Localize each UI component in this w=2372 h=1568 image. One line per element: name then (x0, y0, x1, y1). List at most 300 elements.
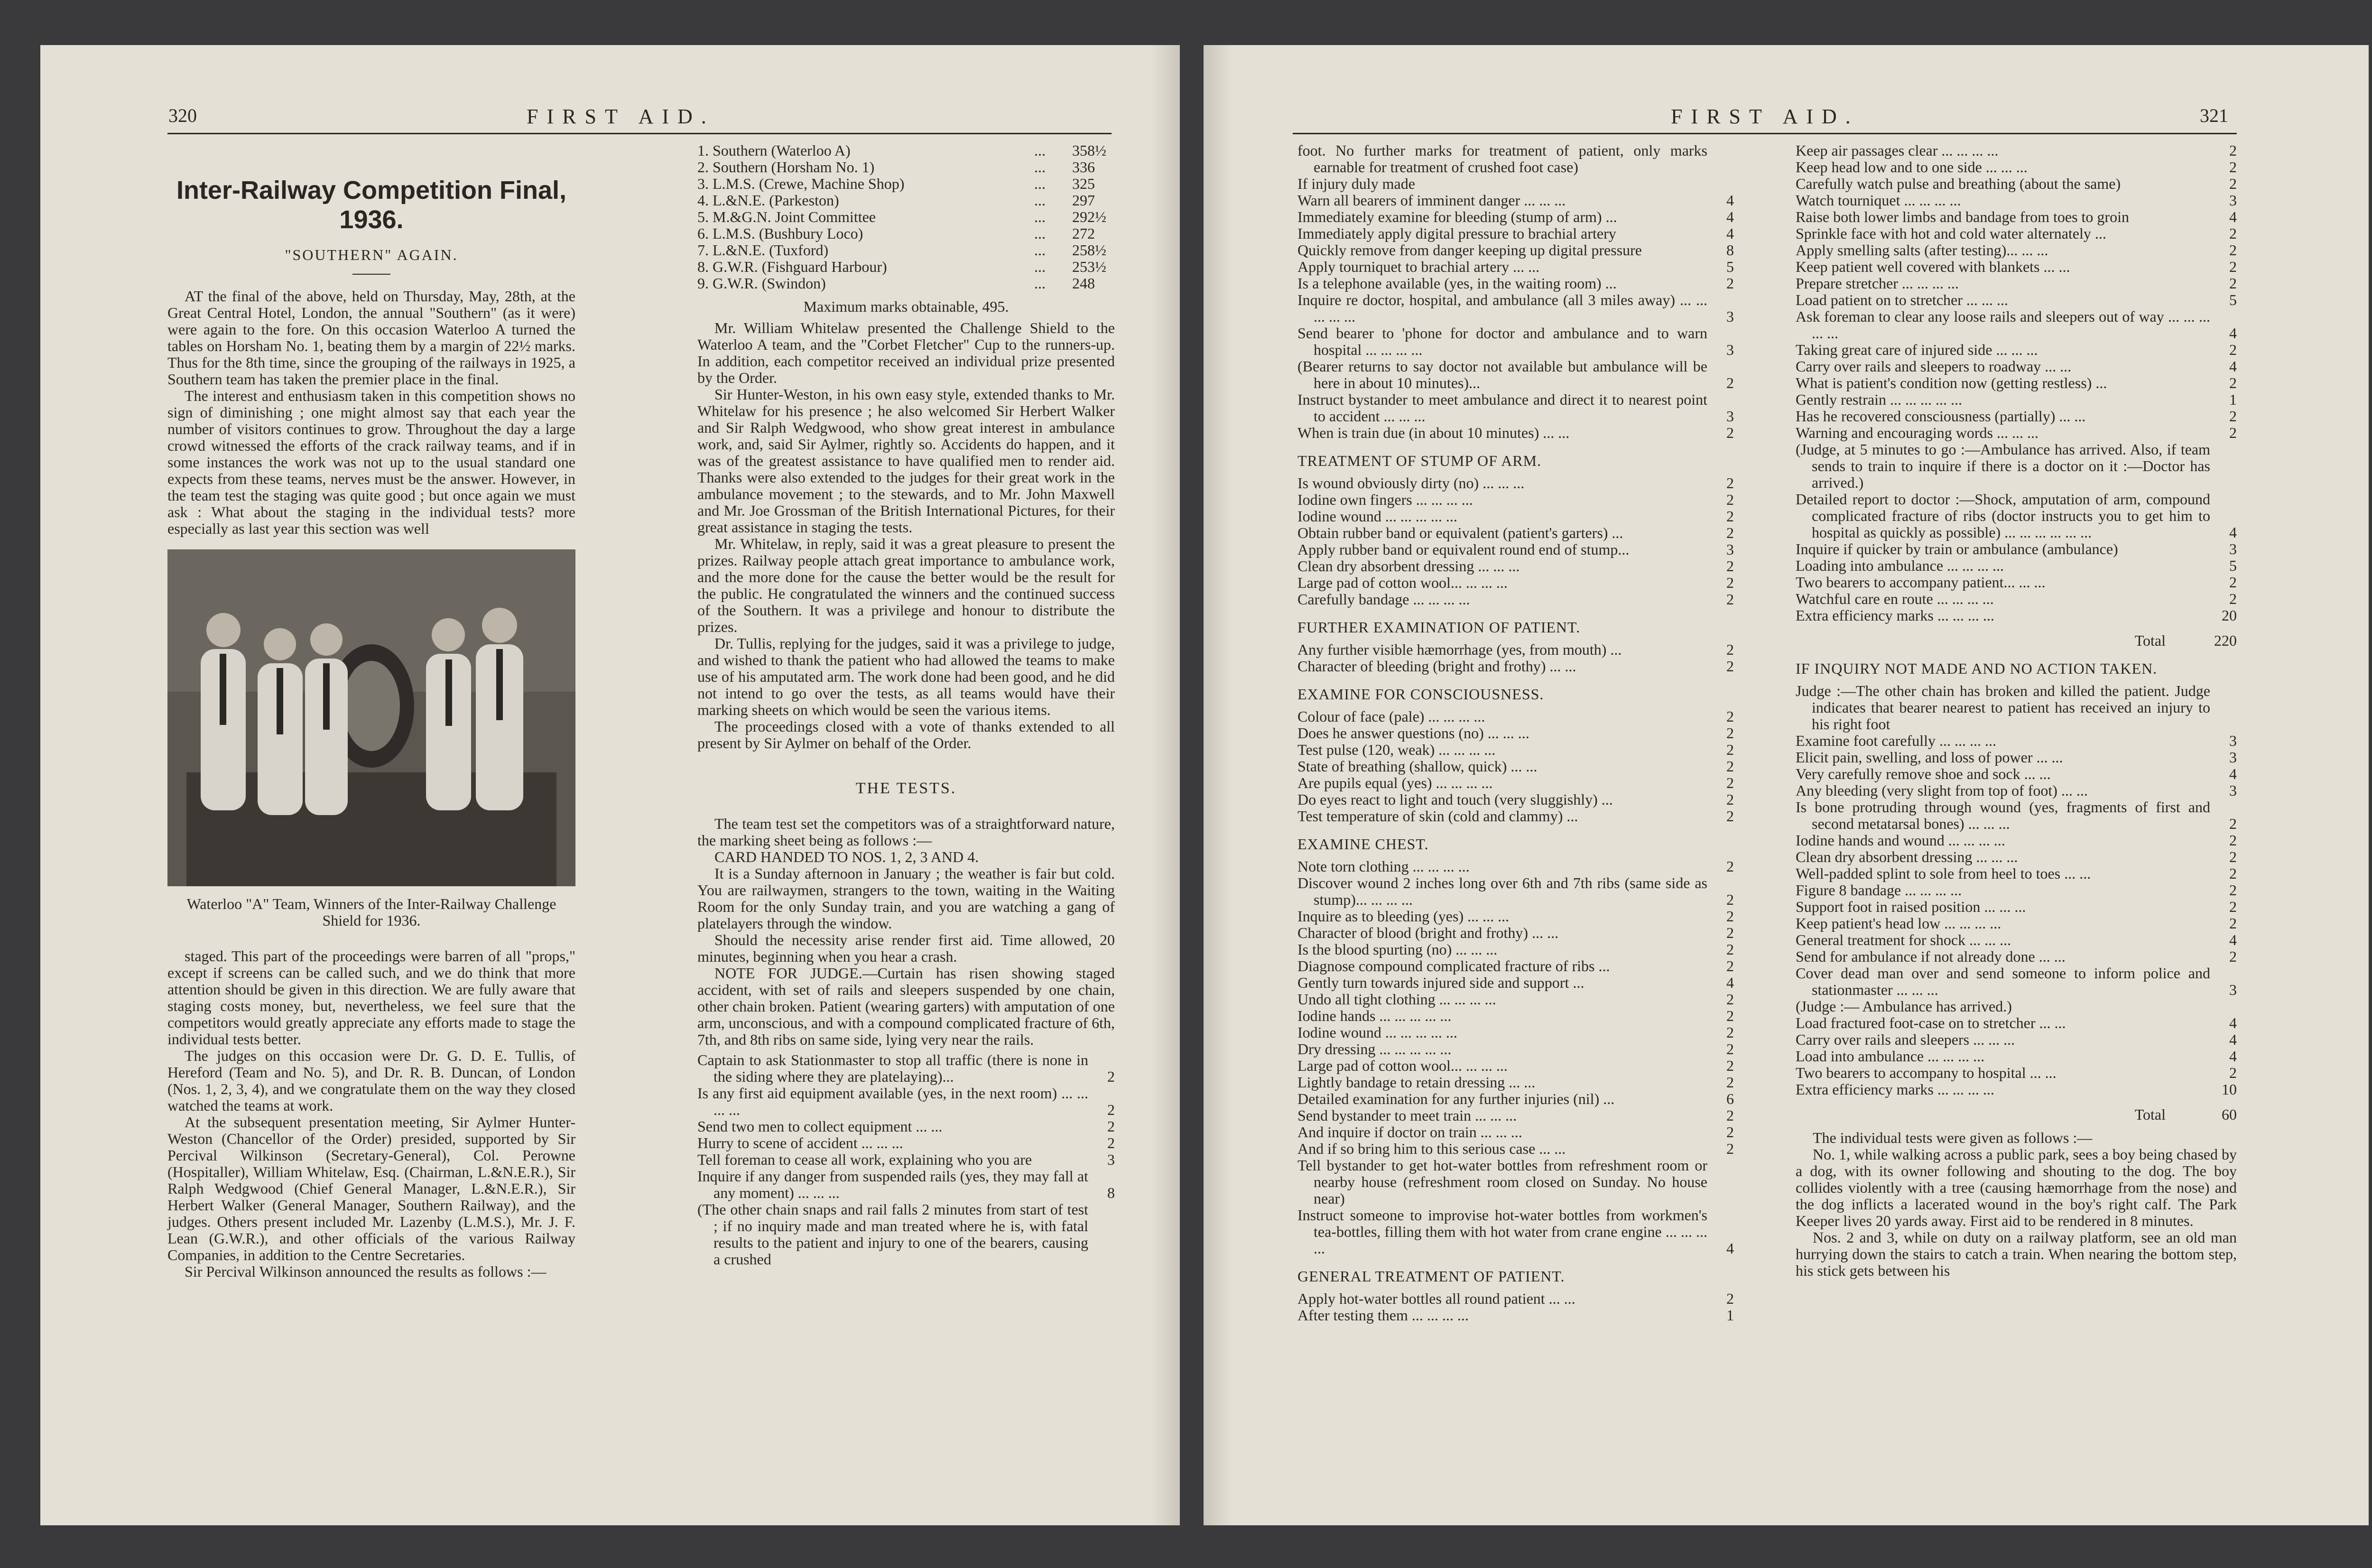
marking-item-marks: 2 (1726, 924, 1734, 941)
marking-item-text: Is bone protruding through wound (yes, fragments of first and second metatarsal bones) ... ... ... (1796, 798, 2210, 832)
marking-item-marks: 2 (2229, 142, 2237, 159)
marking-item-marks: 2 (1726, 1140, 1734, 1157)
marking-item-marks: 2 (1726, 1057, 1734, 1074)
paragraph: At the subsequent presentation meeting, Sir Aylmer Hunter-Weston (Chancellor of the Order) presided, supported by Sir Percival Wilkinson (Secretary-General), Col. Perowne (Hospitaller), William Whitelaw, Esq. (Chairman, L.&N.E.R.), Sir Ralph Wedgwood (Chief General Manager, L.&N.E.R.), Sir Herbert Walker (General Manager, Southern Railway), and the judges. Others present included Mr. Lazenby (L.M.S.), Mr. J. F. Lean (G.W.R.), and other officials of the various Railway Companies, in addition to the Centre Secretaries. (167, 1113, 575, 1263)
paragraph: NOTE FOR JUDGE.—Curtain has risen showing staged accident, with set of rails and sleepers suspended by one chain, other chain broken. Patient (wearing garters) with amputation of one arm, unconscious, and with a compound complicated fracture of 6th, 7th, and 8th ribs on same side, lying very near the rails. (697, 965, 1115, 1048)
marking-item-marks: 2 (1726, 474, 1734, 492)
marking-item-text: General treatment for shock ... ... ... (1796, 931, 2011, 948)
marking-item (1297, 1091, 1734, 1107)
marking-item-text: Inquire if quicker by train or ambulance (ambulance) (1796, 540, 2118, 557)
marking-item-text: Cover dead man over and send someone to inform police and stationmaster ... ... ... (1796, 965, 2210, 998)
marking-item (1297, 875, 1734, 908)
marking-item (1297, 958, 1734, 974)
marking-item-text: Are pupils equal (yes) ... ... ... ... (1297, 774, 1493, 791)
marking-item-text: Character of bleeding (bright and frothy) ... ... (1297, 658, 1576, 675)
marking-item (1796, 915, 2237, 932)
marking-item-text: Iodine hands and wound ... ... ... ... (1796, 832, 2005, 849)
marking-item-marks: 4 (2229, 1031, 2237, 1048)
marking-item-text: Sprinkle face with hot and cold water alternately ... (1796, 225, 2106, 242)
marking-item-text: When is train due (in about 10 minutes) ... ... (1297, 424, 1570, 441)
marking-item (1297, 858, 1734, 875)
marking-item-text: Very carefully remove shoe and sock ... ... (1796, 765, 2051, 782)
general-treatment-heading: GENERAL TREATMENT OF PATIENT. (1297, 1268, 1565, 1285)
marking-item (1796, 899, 2237, 915)
result-row (697, 275, 1115, 292)
marking-item-marks: 2 (1726, 891, 1734, 908)
marking-item (1796, 176, 2237, 192)
paragraph: The proceedings closed with a vote of thanks extended to all present by Sir Aylmer on behalf of the Order. (697, 718, 1115, 752)
marking-item-marks: 2 (2229, 175, 2237, 192)
marking-item (1796, 308, 2237, 342)
result-points: 325 (1072, 175, 1095, 192)
marking-item (1796, 142, 2237, 159)
result-points: 336 (1072, 158, 1095, 176)
marking-item-text: Clean dry absorbent dressing ... ... ... (1796, 848, 2018, 865)
marking-item-text: (Bearer returns to say doctor not available but ambulance will be here in about 10 minutes)... (1297, 358, 1707, 391)
marking-item-marks: 2 (2229, 590, 2237, 607)
marking-item-text: Watch tourniquet ... ... ... ... (1796, 192, 1961, 209)
paragraph: The judges on this occasion were Dr. G. D. E. Tullis, of Hereford (Team and No. 5), and Dr. R. B. Duncan, of London (Nos. 1, 2, 3, 4), and we congratulate them on the way they closed watched the teams at work. (167, 1047, 575, 1114)
marking-item (1796, 209, 2237, 225)
leader-dots: ... (1034, 208, 1046, 225)
general-items (1297, 1290, 1734, 1324)
marking-item-text: Instruct bystander to meet ambulance and direct it to nearest point to accident ... ... ... (1297, 391, 1707, 425)
marking-item-marks: 2 (1726, 908, 1734, 925)
marking-item-marks: 20 (2222, 607, 2237, 624)
marking-item-text: Note torn clothing ... ... ... ... (1297, 858, 1470, 875)
marking-item-marks: 3 (1726, 341, 1734, 358)
stump-items (1297, 475, 1734, 608)
marking-item-marks: 2 (1726, 508, 1734, 525)
marking-item-text: Large pad of cotton wool... ... ... ... (1297, 1057, 1508, 1074)
marking-item-marks: 2 (1726, 991, 1734, 1008)
marking-item-marks: 2 (1726, 724, 1734, 742)
result-points: 292½ (1072, 208, 1106, 225)
marking-item-text: Apply smelling salts (after testing)... ... ... (1796, 241, 2048, 259)
total-row-1 (1796, 632, 2237, 649)
marking-item-text: Detailed examination for any further injuries (nil) ... (1297, 1090, 1615, 1107)
marking-item-marks: 2 (1726, 791, 1734, 808)
marking-item-text: Iodine wound ... ... ... ... ... (1297, 508, 1457, 525)
further-examination-heading: FURTHER EXAMINATION OF PATIENT. (1297, 619, 1581, 636)
marking-item (1796, 607, 2237, 624)
marking-item-text: Carefully watch pulse and breathing (about the same) (1796, 175, 2121, 192)
result-team: 4. L.&N.E. (Parkeston) (697, 192, 839, 209)
marking-item (1796, 799, 2237, 832)
gutter-shadow (1151, 45, 1180, 1525)
marking-item-marks: 2 (1726, 275, 1734, 292)
marking-item-text: Iodine own fingers ... ... ... ... (1297, 491, 1473, 508)
marking-item-marks: 2 (1726, 591, 1734, 608)
marking-item-text: Load patient on to stretcher ... ... ... (1796, 291, 2008, 308)
marking-item (1796, 948, 2237, 965)
marking-item (1297, 1107, 1734, 1124)
marking-item-marks: 4 (1726, 1240, 1734, 1257)
marking-item (1297, 1141, 1734, 1157)
marking-item-marks: 2 (1726, 1107, 1734, 1124)
marking-item-text: Gently restrain ... ... ... ... ... (1796, 391, 1963, 408)
marking-item-marks: 2 (1726, 1290, 1734, 1307)
leader-dots: ... (1034, 225, 1046, 242)
marking-item-marks: 2 (1726, 1040, 1734, 1058)
marking-item-marks: 2 (1726, 524, 1734, 541)
results-list (697, 142, 1115, 292)
marking-item (1796, 408, 2237, 425)
marking-item-marks: 2 (1726, 1074, 1734, 1091)
marking-item-marks: 4 (2229, 325, 2237, 342)
marking-item (1297, 1008, 1734, 1024)
marking-item (1796, 425, 2237, 441)
marking-item-marks: 3 (2229, 782, 2237, 799)
marking-item-marks: 2 (2229, 158, 2237, 176)
marking-item (1297, 325, 1734, 358)
article-headline: Inter-Railway Competition Final, 1936. (176, 176, 567, 234)
marking-item (1796, 782, 2237, 799)
page-number: 320 (168, 105, 197, 126)
marking-item (1796, 541, 2237, 557)
marking-item (1297, 142, 1734, 176)
marking-item-text: (Judge, at 5 minutes to go :—Ambulance has arrived. Also, if team sends to train to inquire if there is a doctor on it :—Doctor has arrived.) (1796, 441, 2210, 491)
marking-item-text: Test pulse (120, weak) ... ... ... ... (1297, 741, 1496, 758)
marking-item-text: Send bearer to 'phone for doctor and ambulance and to warn hospital ... ... ... ... (1297, 325, 1707, 358)
leader-dots: ... (1034, 241, 1046, 259)
marking-item-marks: 4 (2229, 208, 2237, 225)
marking-item-text: Keep patient's head low ... ... ... ... (1796, 915, 2001, 932)
marking-sheet-part-2 (1297, 142, 1734, 441)
paragraph: No. 1, while walking across a public park, sees a boy being chased by a dog, with its owner following and shouting to the dog. The boy collides violently with a tree (causing hæmorrhage from the nose) and the dog inflicts a lacerated wound in the boy's right calf. The Park Keeper lives 20 yards away. First aid to be rendered in 8 minutes. (1796, 1146, 2237, 1229)
marking-item (1297, 742, 1734, 758)
marking-item-marks: 6 (1726, 1090, 1734, 1107)
right-page (1204, 45, 2369, 1525)
paragraph: Sir Hunter-Weston, in his own easy style, extended thanks to Mr. Whitelaw for his presence ; he also welcomed Sir Herbert Walker and Sir Ralph Wedgwood, who show great interest in ambulance work, and, said Sir Aylmer, rightly so. Accidents do happen, and it was of the greatest assistance to have qualified men to render aid. Thanks were also extended to the judges for their great work in the ambulance movement ; to the stewards, and to Mr. John Maxwell and Mr. Joe Grossman of the British International Pictures, for their great assistance in staging the tests. (697, 386, 1115, 536)
marking-item-text: Elicit pain, swelling, and loss of power ... ... (1796, 749, 2063, 766)
marking-item-text: Carefully bandage ... ... ... ... (1297, 591, 1470, 608)
marking-item (1796, 1031, 2237, 1048)
result-row (697, 142, 1115, 159)
marking-item (1297, 1058, 1734, 1074)
marking-item (1297, 209, 1734, 225)
marking-item-text: Inquire re doctor, hospital, and ambulance (all 3 miles away) ... ... ... ... ... (1297, 291, 1707, 325)
header-rule (1293, 133, 2237, 134)
marking-item-text: Hurry to scene of accident ... ... ... (697, 1134, 903, 1151)
marking-item (1796, 832, 2237, 849)
marking-item (1796, 766, 2237, 782)
marking-item-marks: 2 (2229, 574, 2237, 591)
marking-item-marks: 2 (2229, 915, 2237, 932)
marking-item-marks: 2 (1726, 858, 1734, 875)
marking-item-text: If injury duly made (1297, 175, 1415, 192)
leader-dots: ... (1034, 142, 1046, 159)
marking-item-text: Carry over rails and sleepers ... ... ... (1796, 1031, 2015, 1048)
marking-item (1796, 574, 2237, 591)
paragraph: staged. This part of the proceedings were barren of all "props," except if screens can be called such, and we do think that more attention should be given in this direction. We are fully aware that staging costs money, but, nevertheless, we feel sure that the competitors would greatly appreciate any efforts made to stage the individual tests better. (167, 947, 575, 1048)
result-row (697, 209, 1115, 225)
marking-item-marks: 2 (1107, 1118, 1115, 1135)
result-team: 2. Southern (Horsham No. 1) (697, 158, 875, 176)
paragraph: It is a Sunday afternoon in January ; the weather is fair but cold. You are railwaymen, strangers to the town, waiting in the Waiting Room for the only Sunday train, and you are watching a gang of platelayers through the window. (697, 865, 1115, 932)
marking-item (1796, 557, 2237, 574)
marking-item (1297, 908, 1734, 925)
divider (352, 274, 390, 275)
marking-item-text: Tell foreman to cease all work, explaining who you are (697, 1151, 1032, 1168)
marking-item-text: Keep patient well covered with blankets ... ... (1796, 258, 2070, 275)
column-4 (1796, 142, 2237, 1279)
marking-item-marks: 2 (2229, 865, 2237, 882)
paragraph: The individual tests were given as follows :— (1813, 1129, 2093, 1146)
marking-item (697, 1168, 1115, 1201)
marking-item-text: Iodine wound ... ... ... ... ... (1297, 1024, 1457, 1041)
marking-item (1796, 358, 2237, 375)
marking-item-marks: 2 (2229, 948, 2237, 965)
marking-item-text: Extra efficiency marks ... ... ... ... (1796, 1081, 1994, 1098)
marking-item (1796, 192, 2237, 209)
marking-item (1297, 575, 1734, 591)
marking-item (1796, 275, 2237, 292)
marking-item-marks: 2 (2229, 408, 2237, 425)
marking-item-marks: 3 (2229, 732, 2237, 749)
marking-item-marks: 2 (2229, 225, 2237, 242)
result-row (697, 242, 1115, 259)
marking-item (1297, 925, 1734, 941)
result-row (697, 192, 1115, 209)
team-photo (167, 549, 575, 886)
gutter-shadow (1204, 45, 1232, 1525)
marking-item-text: And inquire if doctor on train ... ... ... (1297, 1123, 1522, 1141)
marking-item-marks: 2 (1107, 1101, 1115, 1118)
marking-item-text: Watchful care en route ... ... ... ... (1796, 590, 1994, 607)
result-team: 3. L.M.S. (Crewe, Machine Shop) (697, 175, 905, 192)
marking-item-marks: 4 (1726, 974, 1734, 991)
result-points: 248 (1072, 275, 1095, 292)
chest-items (1297, 858, 1734, 1257)
marking-item-text: Immediately examine for bleeding (stump of arm) ... (1297, 208, 1617, 225)
marking-item-marks: 4 (2229, 1048, 2237, 1065)
marking-item (1297, 791, 1734, 808)
marking-item (1297, 941, 1734, 958)
marking-item (1297, 1157, 1734, 1207)
marking-item-text: (The other chain snaps and rail falls 2 minutes from start of test ; if no inquiry made and man treated where he is, with fatal results to the patient and injury to one of the bearers, causing a crushed (697, 1201, 1088, 1268)
marking-item (1297, 275, 1734, 292)
leader-dots: ... (1034, 275, 1046, 292)
individual-tests-paragraphs (1796, 1130, 2237, 1279)
marking-item-text: Do eyes react to light and touch (very sluggishly) ... (1297, 791, 1613, 808)
result-row (697, 159, 1115, 176)
marking-item-text: Load into ambulance ... ... ... ... (1796, 1048, 1985, 1065)
page-number: 321 (2200, 105, 2228, 126)
marking-item-marks: 2 (1726, 1123, 1734, 1141)
marking-item-text: Inquire as to bleeding (yes) ... ... ... (1297, 908, 1510, 925)
marking-item-text: Tell bystander to get hot-water bottles from refreshment room or nearby house (refreshment room closed on Sunday. No house near) (1297, 1157, 1707, 1207)
marking-item (1297, 358, 1734, 391)
marking-item-text: Captain to ask Stationmaster to stop all traffic (there is none in the siding where they are platelaying)... (697, 1051, 1088, 1085)
marking-item-marks: 2 (1726, 941, 1734, 958)
if-inquiry-items (1796, 683, 2237, 1098)
marking-item (1796, 849, 2237, 865)
marking-item-marks: 3 (1726, 541, 1734, 558)
marking-item (697, 1052, 1115, 1085)
marking-item (1297, 292, 1734, 325)
running-head: FIRST AID. (527, 105, 715, 128)
marking-item-marks: 4 (1726, 225, 1734, 242)
further-items (1297, 641, 1734, 675)
marking-item-text: Gently turn towards injured side and support ... (1297, 974, 1584, 991)
marking-item-text: Send for ambulance if not already done ... ... (1796, 948, 2066, 965)
marking-item (1297, 1041, 1734, 1058)
marking-item-text: Two bearers to accompany to hospital ... ... (1796, 1064, 2057, 1081)
marking-item-marks: 2 (1726, 758, 1734, 775)
max-marks: Maximum marks obtainable, 495. (803, 298, 1009, 315)
marking-item-marks: 10 (2222, 1081, 2237, 1098)
marking-item (1297, 525, 1734, 541)
marking-item-text: What is patient's condition now (getting restless) ... (1796, 374, 2107, 391)
marking-item-marks: 1 (1726, 1307, 1734, 1324)
marking-item-text: Large pad of cotton wool... ... ... ... (1297, 574, 1508, 591)
marking-item (1297, 808, 1734, 825)
marking-item (1796, 683, 2237, 733)
marking-item-text: Dry dressing ... ... ... ... ... (1297, 1040, 1452, 1058)
marking-item-marks: 2 (1726, 774, 1734, 791)
marking-item-marks: 2 (2229, 1064, 2237, 1081)
marking-item-text: Ask foreman to clear any loose rails and sleepers out of way ... ... ... ... ... (1796, 308, 2210, 342)
result-points: 297 (1072, 192, 1095, 209)
result-row (697, 176, 1115, 192)
marking-item-marks: 4 (2229, 524, 2237, 541)
marking-item-marks: 2 (1726, 574, 1734, 591)
marking-item (1796, 342, 2237, 358)
marking-item-marks: 2 (1726, 374, 1734, 391)
tests-heading: THE TESTS. (855, 779, 957, 797)
marking-item-text: Examine foot carefully ... ... ... ... (1796, 732, 1996, 749)
photo-caption: Waterloo "A" Team, Winners of the Inter-Railway Challenge Shield for 1936. (186, 895, 556, 929)
marking-sheet-part-3 (1796, 142, 2237, 624)
marking-item-text: Character of blood (bright and frothy) ... ... (1297, 924, 1559, 941)
marking-item-text: Is wound obviously dirty (no) ... ... ... (1297, 474, 1525, 492)
marking-item-marks: 2 (1107, 1134, 1115, 1151)
marking-item (1297, 242, 1734, 259)
column-3 (1297, 142, 1734, 1324)
marking-item (1796, 225, 2237, 242)
result-row (697, 225, 1115, 242)
marking-item-text: Lightly bandage to retain dressing ... ... (1297, 1074, 1536, 1091)
marking-item (1297, 1124, 1734, 1141)
marking-item-text: Iodine hands ... ... ... ... ... (1297, 1007, 1452, 1024)
leader-dots: ... (1034, 158, 1046, 176)
marking-item (697, 1151, 1115, 1168)
marking-item (1297, 1024, 1734, 1041)
marking-item (1297, 591, 1734, 608)
result-points: 258½ (1072, 241, 1106, 259)
marking-item-marks: 3 (2229, 540, 2237, 557)
marking-item-marks: 3 (1726, 408, 1734, 425)
leader-dots: ... (1034, 192, 1046, 209)
marking-item-text: Send two men to collect equipment ... ... (697, 1118, 943, 1135)
chest-heading: EXAMINE CHEST. (1297, 835, 1429, 853)
marking-item-text: After testing them ... ... ... ... (1297, 1307, 1469, 1324)
closing-paragraphs-left (167, 948, 575, 1280)
marking-item (697, 1118, 1115, 1135)
left-page (40, 45, 1180, 1525)
marking-item (697, 1201, 1115, 1268)
marking-item (1297, 259, 1734, 275)
marking-item-text: Undo all tight clothing ... ... ... ... (1297, 991, 1496, 1008)
marking-item (1297, 558, 1734, 575)
marking-item-text: Discover wound 2 inches long over 6th and 7th ribs (same side as stump)... ... ... ... (1297, 874, 1707, 908)
marking-item (1796, 441, 2237, 491)
paragraph: Mr. William Whitelaw presented the Challenge Shield to the Waterloo A team, and the "Corbet Fletcher" Cup to the runners-up. In addition, each competitor received an individual prize presented by the Order. (697, 319, 1115, 386)
marking-item (1297, 541, 1734, 558)
marking-item-text: foot. No further marks for treatment of patient, only marks earnable for treatment of crushed foot case) (1297, 142, 1707, 176)
marking-item-text: Quickly remove from danger keeping up digital pressure (1297, 241, 1642, 259)
marking-item-text: Figure 8 bandage ... ... ... ... (1796, 881, 1962, 899)
marking-item-marks: 4 (1726, 192, 1734, 209)
marking-item-marks: 1 (2229, 391, 2237, 408)
marking-item-marks: 2 (2229, 374, 2237, 391)
marking-item-marks: 2 (2229, 832, 2237, 849)
marking-item-text: Any further visible hæmorrhage (yes, from mouth) ... (1297, 641, 1622, 658)
marking-item-text: Extra efficiency marks ... ... ... ... (1796, 607, 1994, 624)
marking-item-text: Immediately apply digital pressure to brachial artery (1297, 225, 1616, 242)
marking-item (1796, 998, 2237, 1015)
paragraph: The interest and enthusiasm taken in this competition shows no sign of diminishing ; one might almost say that each year the number of visitors continues to grow. Throughout the day a large crowd witnessed the efforts of the crack railway teams, and if in some instances the work was not up to the usual standard one expects from these teams, nerves must be the answer. However, in the team test the staging was quite good ; but once again we must ask : What about the staging in the individual tests? more especially as last year this section was well (167, 387, 575, 537)
marking-item (1297, 1290, 1734, 1307)
marking-item (1796, 733, 2237, 749)
marking-item-marks: 2 (1726, 658, 1734, 675)
marking-item-text: Diagnose compound complicated fracture of ribs ... (1297, 957, 1610, 974)
marking-item (1297, 1307, 1734, 1324)
marking-item (1297, 492, 1734, 508)
presentation-paragraphs (697, 320, 1115, 752)
running-head: FIRST AID. (1671, 105, 1859, 128)
paragraph: CARD HANDED TO NOS. 1, 2, 3 AND 4. (714, 848, 979, 865)
marking-item-text: Test temperature of skin (cold and clammy) ... (1297, 807, 1578, 825)
marking-item-text: Apply hot-water bottles all round patient ... ... (1297, 1290, 1575, 1307)
consciousness-items (1297, 708, 1734, 825)
marking-item-text: Any bleeding (very slight from top of foot) ... ... (1796, 782, 2088, 799)
marking-item-marks: 4 (2229, 931, 2237, 948)
marking-item-marks: 3 (1107, 1151, 1115, 1168)
marking-item-text: Inquire if any danger from suspended rails (yes, they may fall at any moment) ... ... ... (697, 1168, 1088, 1201)
marking-item (1796, 1065, 2237, 1081)
marking-item-marks: 4 (2229, 1014, 2237, 1031)
marking-item-text: Is any first aid equipment available (yes, in the next room) ... ... ... ... (697, 1085, 1088, 1118)
marking-item-marks: 3 (2229, 192, 2237, 209)
paragraph: Should the necessity arise render first aid. Time allowed, 20 minutes, beginning when you hear a crash. (697, 931, 1115, 965)
marking-item (1796, 159, 2237, 176)
marking-item-marks: 5 (2229, 557, 2237, 574)
marking-item-marks: 2 (2229, 881, 2237, 899)
paragraph: Dr. Tullis, replying for the judges, said it was a privilege to judge, and wished to thank the patient who had allowed the teams to make use of his amputated arm. The work done had been good, and he did not intend to go over the tests, as all teams would have their marking sheets on which would be seen the various items. (697, 635, 1115, 718)
marking-item-marks: 2 (2229, 341, 2237, 358)
result-team: 6. L.M.S. (Bushbury Loco) (697, 225, 863, 242)
team-photo-image (167, 549, 575, 886)
marking-item-text: Well-padded splint to sole from heel to toes ... ... (1796, 865, 2091, 882)
result-team: 9. G.W.R. (Swindon) (697, 275, 826, 292)
marking-sheet-part-1 (697, 1052, 1115, 1268)
marking-item-marks: 2 (1726, 424, 1734, 441)
tests-paragraphs (697, 816, 1115, 1048)
marking-item-text: Obtain rubber band or equivalent (patient's garters) ... (1297, 524, 1623, 541)
marking-item-text: Taking great care of injured side ... ... ... (1796, 341, 2038, 358)
marking-item-marks: 3 (2229, 981, 2237, 998)
marking-item (1796, 375, 2237, 391)
marking-item-text: Clean dry absorbent dressing ... ... ... (1297, 557, 1520, 575)
marking-item (1297, 475, 1734, 492)
marking-item-text: And if so bring him to this serious case ... ... (1297, 1140, 1566, 1157)
marking-item-marks: 2 (1726, 491, 1734, 508)
marking-item-text: Apply tourniquet to brachial artery ... ... (1297, 258, 1540, 275)
marking-item (1297, 176, 1734, 192)
marking-item-marks: 2 (1726, 807, 1734, 825)
